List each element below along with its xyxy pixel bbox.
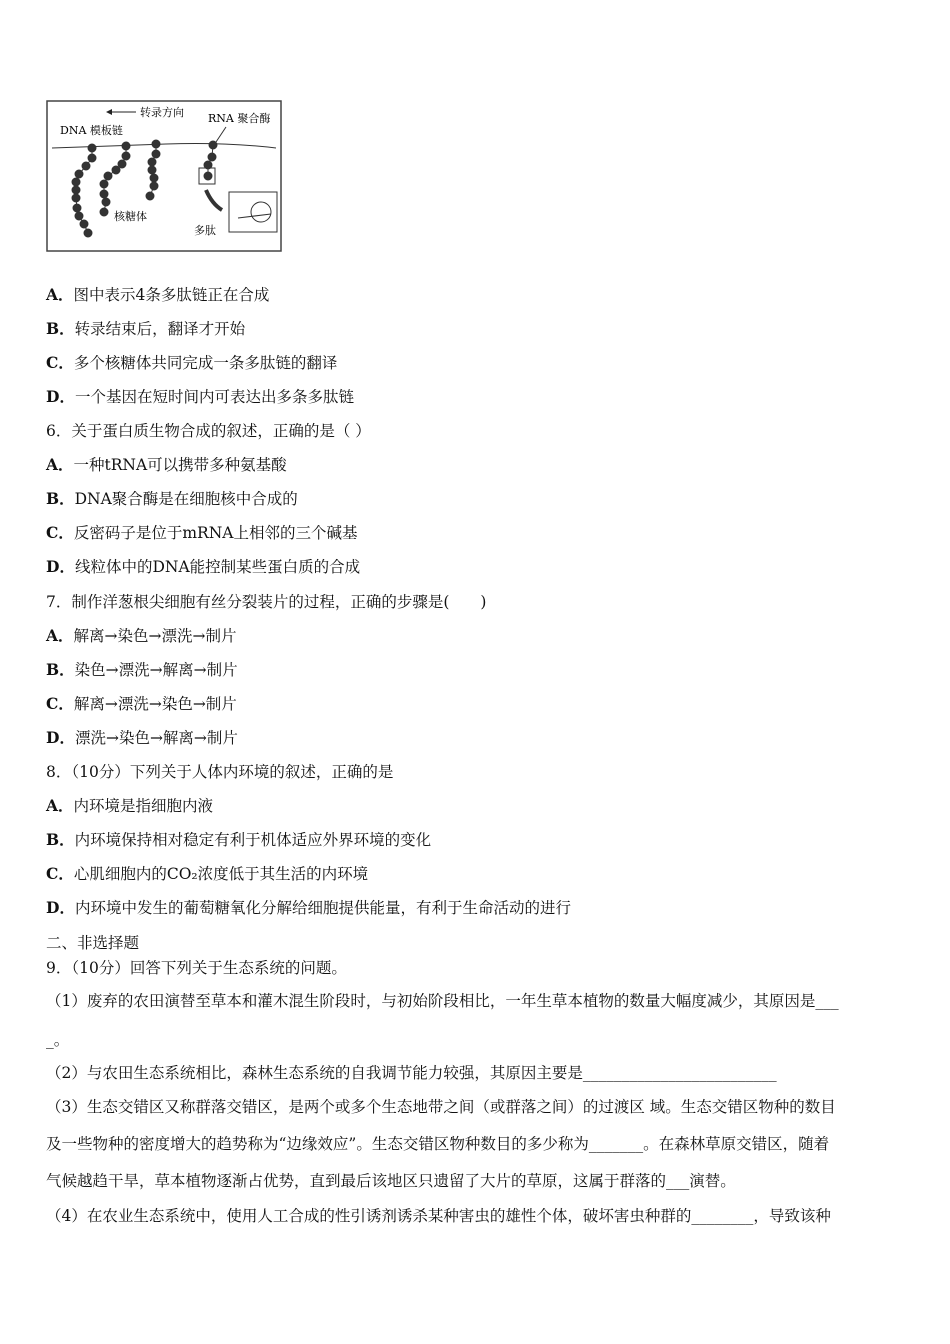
q8-option-a: A．内环境是指细胞内液	[46, 796, 214, 815]
q9-line: （4）在农业生态系统中，使用人工合成的性引诱剂诱杀某种害虫的雄性个体，破坏害虫种群的________，导致该种	[46, 1207, 831, 1225]
q5-option-a: A．图中表示4条多肽链正在合成	[46, 285, 270, 304]
q6-stem: 6．关于蛋白质生物合成的叙述，正确的是（ ）	[46, 422, 371, 440]
q6-option-c: C．反密码子是位于mRNA上相邻的三个碱基	[46, 523, 358, 542]
q7-option-a: A．解离→染色→漂洗→制片	[46, 626, 237, 645]
q8-stem: 8．（10分）下列关于人体内环境的叙述，正确的是	[46, 763, 394, 781]
q5-option-c: C．多个核糖体共同完成一条多肽链的翻译	[46, 353, 338, 372]
section-heading: 二、非选择题	[46, 934, 140, 952]
q9-stem: 9．（10分）回答下列关于生态系统的问题。	[46, 959, 347, 977]
q9-line: （1）废弃的农田演替至草本和灌木混生阶段时，与初始阶段相比，一年生草本植物的数量大幅度减少，其原因是___	[46, 992, 839, 1010]
q8-option-c: C．心肌细胞内的CO₂浓度低于其生活的内环境	[46, 864, 369, 883]
ribosome-label: 核糖体	[114, 210, 147, 223]
dna-label: DNA 模板链	[60, 124, 123, 137]
q7-option-d: D．漂洗→染色→解离→制片	[46, 728, 238, 747]
q6-option-d: D．线粒体中的DNA能控制某些蛋白质的合成	[46, 557, 361, 576]
rna-polymerase-label: RNA 聚合酶	[208, 112, 271, 125]
q9-line: 气候越趋干旱，草本植物逐渐占优势，直到最后该地区只遗留了大片的草原，这属于群落的___演替。	[46, 1172, 736, 1190]
q9-line: （3）生态交错区又称群落交错区，是两个或多个生态地带之间（或群落之间）的过渡区 域。生态交错区物种的数目	[46, 1098, 836, 1116]
q5-option-b: B．转录结束后，翻译才开始	[46, 319, 246, 338]
q8-option-d: D．内环境中发生的葡萄糖氧化分解给细胞提供能量，有利于生命活动的进行	[46, 898, 571, 917]
q7-option-b: B．染色→漂洗→解离→制片	[46, 660, 238, 679]
q5-option-d: D．一个基因在短时间内可表达出多条多肽链	[46, 387, 354, 406]
q8-option-b: B．内环境保持相对稳定有利于机体适应外界环境的变化	[46, 830, 432, 849]
q7-option-c: C．解离→漂洗→染色→制片	[46, 694, 237, 713]
direction-label: 转录方向	[140, 106, 184, 119]
peptide-label: 多肽	[194, 224, 216, 237]
q6-option-b: B．DNA聚合酶是在细胞核中合成的	[46, 489, 298, 508]
q9-line: 及一些物种的密度增大的趋势称为“边缘效应”。生态交错区物种数目的多少称为_______。在森林草原交错区，随着	[46, 1135, 830, 1153]
q9-line: （2）与农田生态系统相比，森林生态系统的自我调节能力较强，其原因主要是_________________________	[46, 1064, 777, 1082]
q6-option-a: A．一种tRNA可以携带多种氨基酸	[46, 455, 287, 474]
transcription-translation-figure	[46, 100, 282, 252]
q9-line: _。	[46, 1031, 70, 1049]
q7-stem: 7．制作洋葱根尖细胞有丝分裂装片的过程，正确的步骤是( )	[46, 593, 487, 611]
